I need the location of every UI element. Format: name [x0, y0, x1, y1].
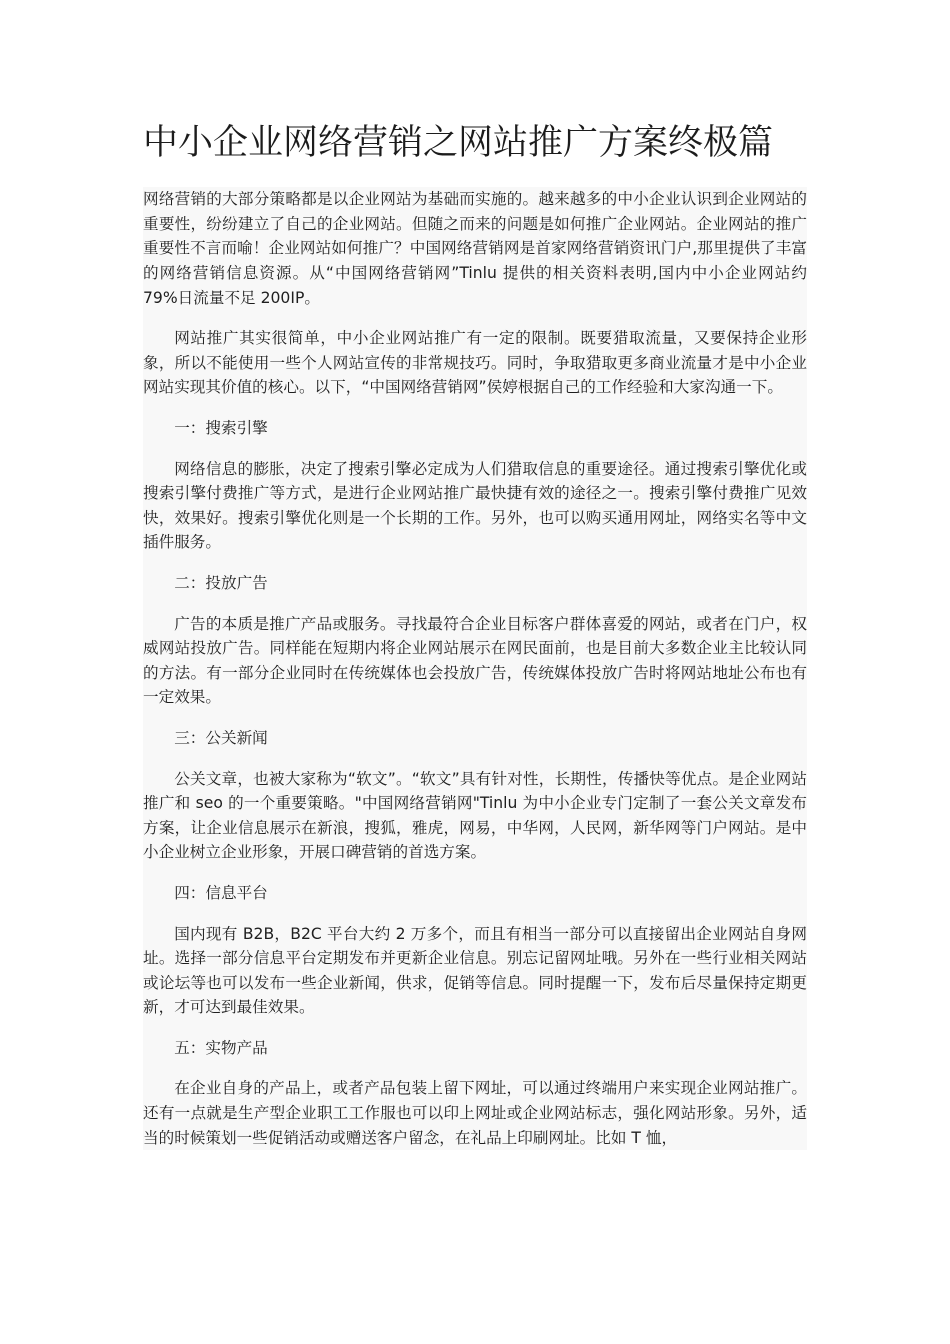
section-heading: 一：搜索引擎 — [174, 419, 268, 437]
body-paragraph: 网站推广其实很简单，中小企业网站推广有一定的限制。既要猎取流量，又要保持企业形象，所以不能使用一些个人网站宣传的非常规技巧。同时，争取猎取更多商业流量才是中小企业网站实现其价值的核心。以下，“中国网络营销网”侯婷根据自己的工作经验和大家沟通一下。 — [143, 329, 807, 397]
body-paragraph: 公关文章，也被大家称为“软文”。“软文”具有针对性，长期性，传播快等优点。是企业网站推广和 seo 的一个重要策略。"中国网络营销网"Tinlu 为中小企业专门定制了一套公关文章发布方案，让企业信息展示在新浪，搜狐，雅虎，网易，中华网，人民网，新华网等门户网站。是中小企业树立企业形象，开展口碑营销的首选方案。 — [143, 769, 807, 862]
body-paragraph: 广告的本质是推广产品或服务。寻找最符合企业目标客户群体喜爱的网站，或者在门户，权威网站投放广告。同样能在短期内将企业网站展示在网民面前，也是目前大多数企业主比较认同的方法。有一部分企业同时在传统媒体也会投放广告，传统媒体投放广告时将网站地址公布也有一定效果。 — [143, 614, 807, 707]
section-heading: 三：公关新闻 — [174, 728, 268, 747]
body-paragraph: 在企业自身的产品上，或者产品包装上留下网址，可以通过终端用户来实现企业网站推广。还有一点就是生产型企业职工工作服也可以印上网址或企业网站标志，强化网站形象。另外，适当的时候策划一些促销活动或赠送客户留念，在礼品上印刷网址。比如 T 恤， — [143, 1079, 807, 1147]
body-paragraph: 网络信息的膨胀，决定了搜索引擎必定成为人们猎取信息的重要途径。通过搜索引擎优化或搜索引擎付费推广等方式，是进行企业网站推广最快捷有效的途径之一。搜索引擎付费推广见效快，效果好。搜索引擎优化则是一个长期的工作。另外，也可以购买通用网址，网络实名等中文插件服务。 — [143, 459, 807, 552]
body-paragraph: 国内现有 B2B，B2C 平台大约 2 万多个，而且有相当一部分可以直接留出企业网站自身网址。选择一部分信息平台定期发布并更新企业信息。别忘记留网址哦。另外在一些行业相关网站或论坛等也可以发布一些企业新闻，供求，促销等信息。同时提醒一下，发布后尽量保持定期更新，才可达到最佳效果。 — [143, 924, 807, 1017]
section-heading: 四：信息平台 — [174, 883, 268, 902]
section-heading: 五：实物产品 — [174, 1038, 268, 1057]
document-page — [143, 120, 807, 1166]
section-heading: 二：投放广告 — [174, 573, 268, 592]
document-body — [143, 187, 807, 1150]
document-title: 中小企业网络营销之网站推广方案终极篇 — [143, 123, 774, 163]
body-paragraph: 网络营销的大部分策略都是以企业网站为基础而实施的。越来越多的中小企业认识到企业网站的重要性，纷纷建立了自己的企业网站。但随之而来的问题是如何推广企业网站。企业网站的推广重要性不言而喻！企业网站如何推广？中国网络营销网是首家网络营销资讯门户,那里提供了丰富的网络营销信息资源。从“中国网络营销网”Tinlu 提供的相关资料表明,国内中小企业网站约 79%日流量不足 200IP。 — [143, 190, 807, 307]
